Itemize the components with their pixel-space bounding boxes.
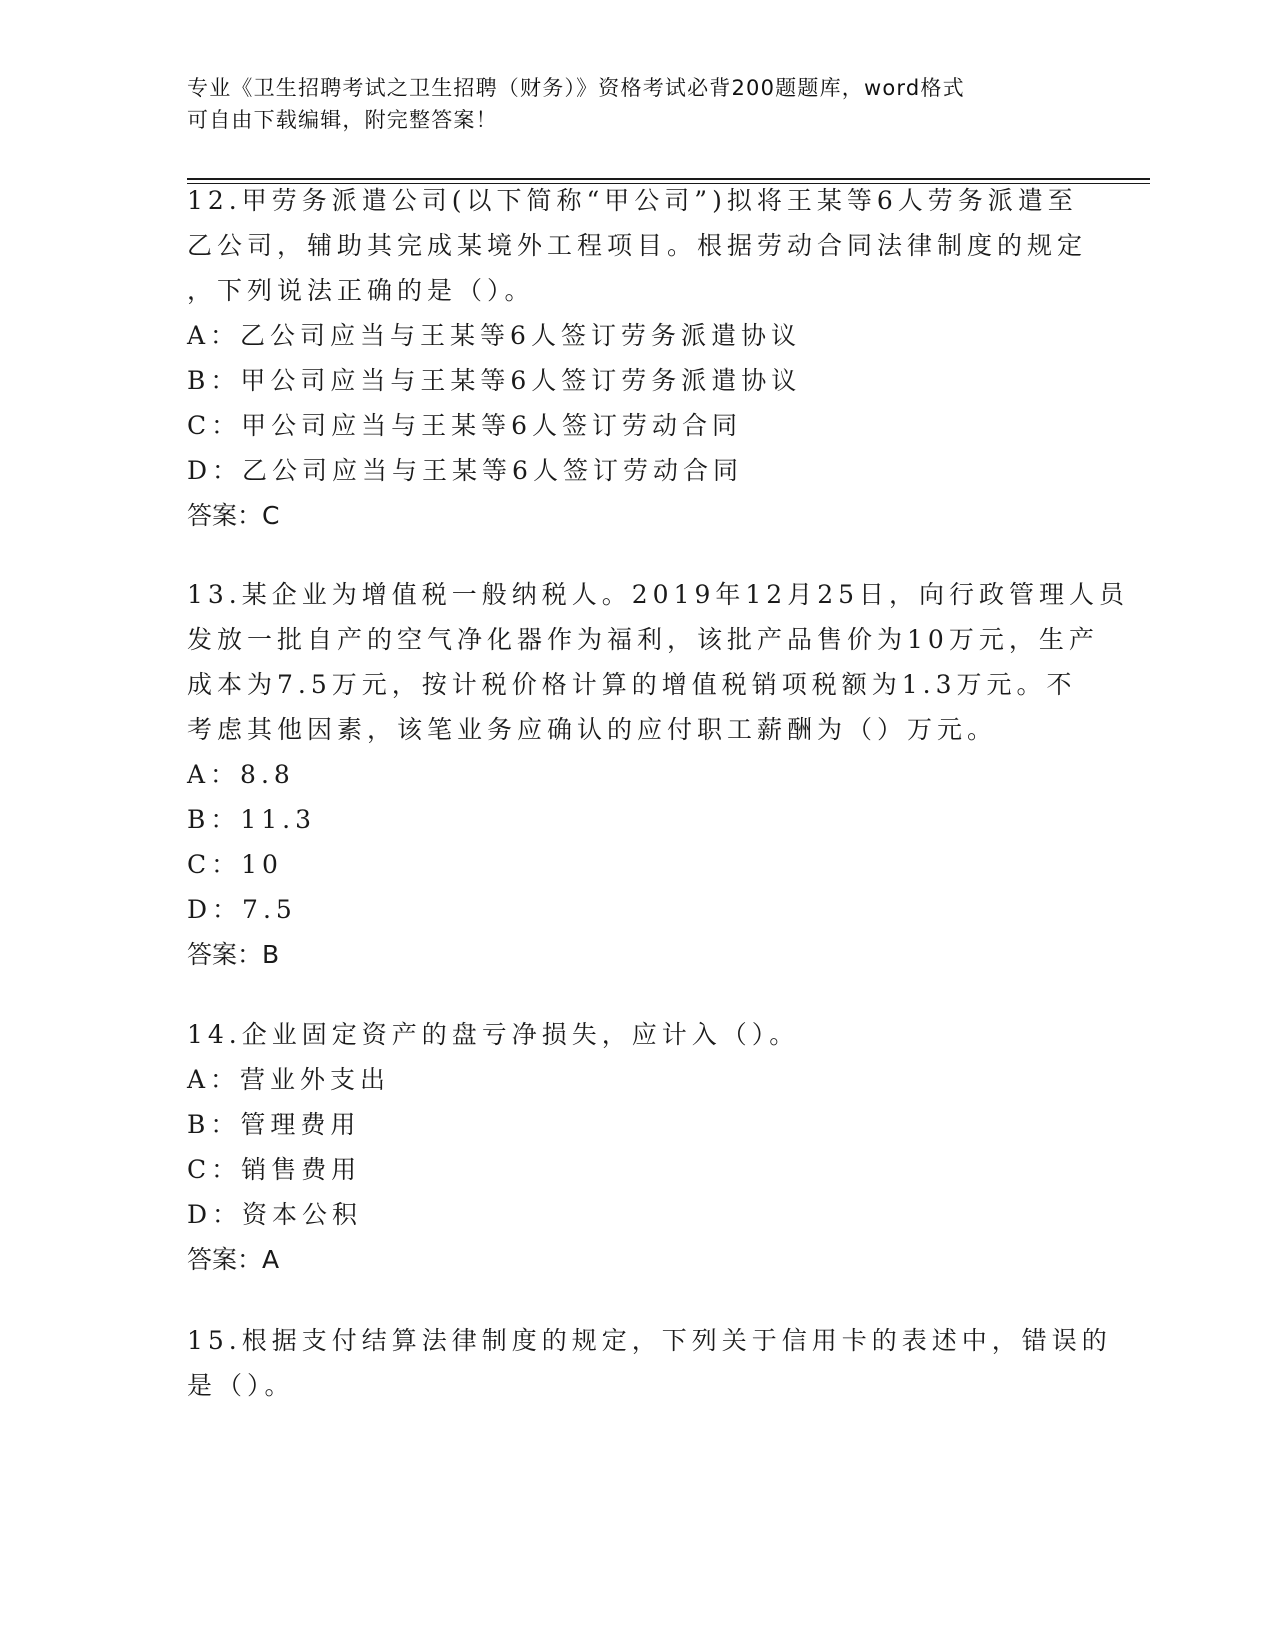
option-list — [187, 313, 1087, 493]
stem-line: 12.甲劳务派遣公司(以下简称“甲公司”)拟将王某等6人劳务派遣至 — [187, 186, 1078, 215]
stem-line: 13.某企业为增值税一般纳税人。2019年12月25日，向行政管理人员 — [187, 580, 1130, 609]
question-12 — [187, 178, 1087, 538]
option-a: A：乙公司应当与王某等6人签订劳务派遣协议 — [187, 321, 801, 350]
document-header — [187, 72, 1067, 136]
stem-line: 是（）。 — [187, 1371, 295, 1400]
option-c: C：10 — [187, 850, 283, 879]
option-list — [187, 752, 1087, 932]
option-a: A：营业外支出 — [187, 1065, 391, 1094]
question-stem — [187, 572, 1130, 752]
option-d: D：资本公积 — [187, 1200, 363, 1229]
header-line-1: 专业《卫生招聘考试之卫生招聘（财务）》资格考试必背200题题库，word格式 — [187, 76, 965, 100]
answer-line: 答案：B — [187, 940, 280, 969]
option-b: B：甲公司应当与王某等6人签订劳务派遣协议 — [187, 366, 802, 395]
question-stem — [187, 1318, 1112, 1408]
question-13 — [187, 572, 1130, 977]
option-b: B：管理费用 — [187, 1110, 361, 1139]
option-b: B：11.3 — [187, 805, 317, 834]
question-15 — [187, 1318, 1112, 1408]
answer-line: 答案：C — [187, 501, 280, 530]
stem-line: 发放一批自产的空气净化器作为福利，该批产品售价为10万元，生产 — [187, 625, 1099, 654]
option-c: C：甲公司应当与王某等6人签订劳动合同 — [187, 411, 743, 440]
question-stem — [187, 178, 1087, 313]
stem-line: 成本为7.5万元，按计税价格计算的增值税销项税额为1.3万元。不 — [187, 670, 1077, 699]
option-d: D：7.5 — [187, 895, 297, 924]
question-stem — [187, 1012, 1087, 1057]
option-c: C：销售费用 — [187, 1155, 362, 1184]
option-a: A：8.8 — [187, 760, 295, 789]
stem-line: 考虑其他因素，该笔业务应确认的应付职工薪酬为（）万元。 — [187, 715, 998, 744]
option-d: D：乙公司应当与王某等6人签订劳动合同 — [187, 456, 743, 485]
option-list — [187, 1057, 1087, 1237]
header-line-2: 可自由下载编辑，附完整答案！ — [187, 108, 498, 132]
stem-line: ，下列说法正确的是（）。 — [187, 276, 535, 305]
stem-line: 14.企业固定资产的盘亏净损失，应计入（）。 — [187, 1020, 800, 1049]
stem-line: 15.根据支付结算法律制度的规定，下列关于信用卡的表述中，错误的 — [187, 1326, 1112, 1355]
question-14 — [187, 1012, 1087, 1282]
stem-line: 乙公司，辅助其完成某境外工程项目。根据劳动合同法律制度的规定 — [187, 231, 1088, 260]
answer-line: 答案：A — [187, 1245, 280, 1274]
